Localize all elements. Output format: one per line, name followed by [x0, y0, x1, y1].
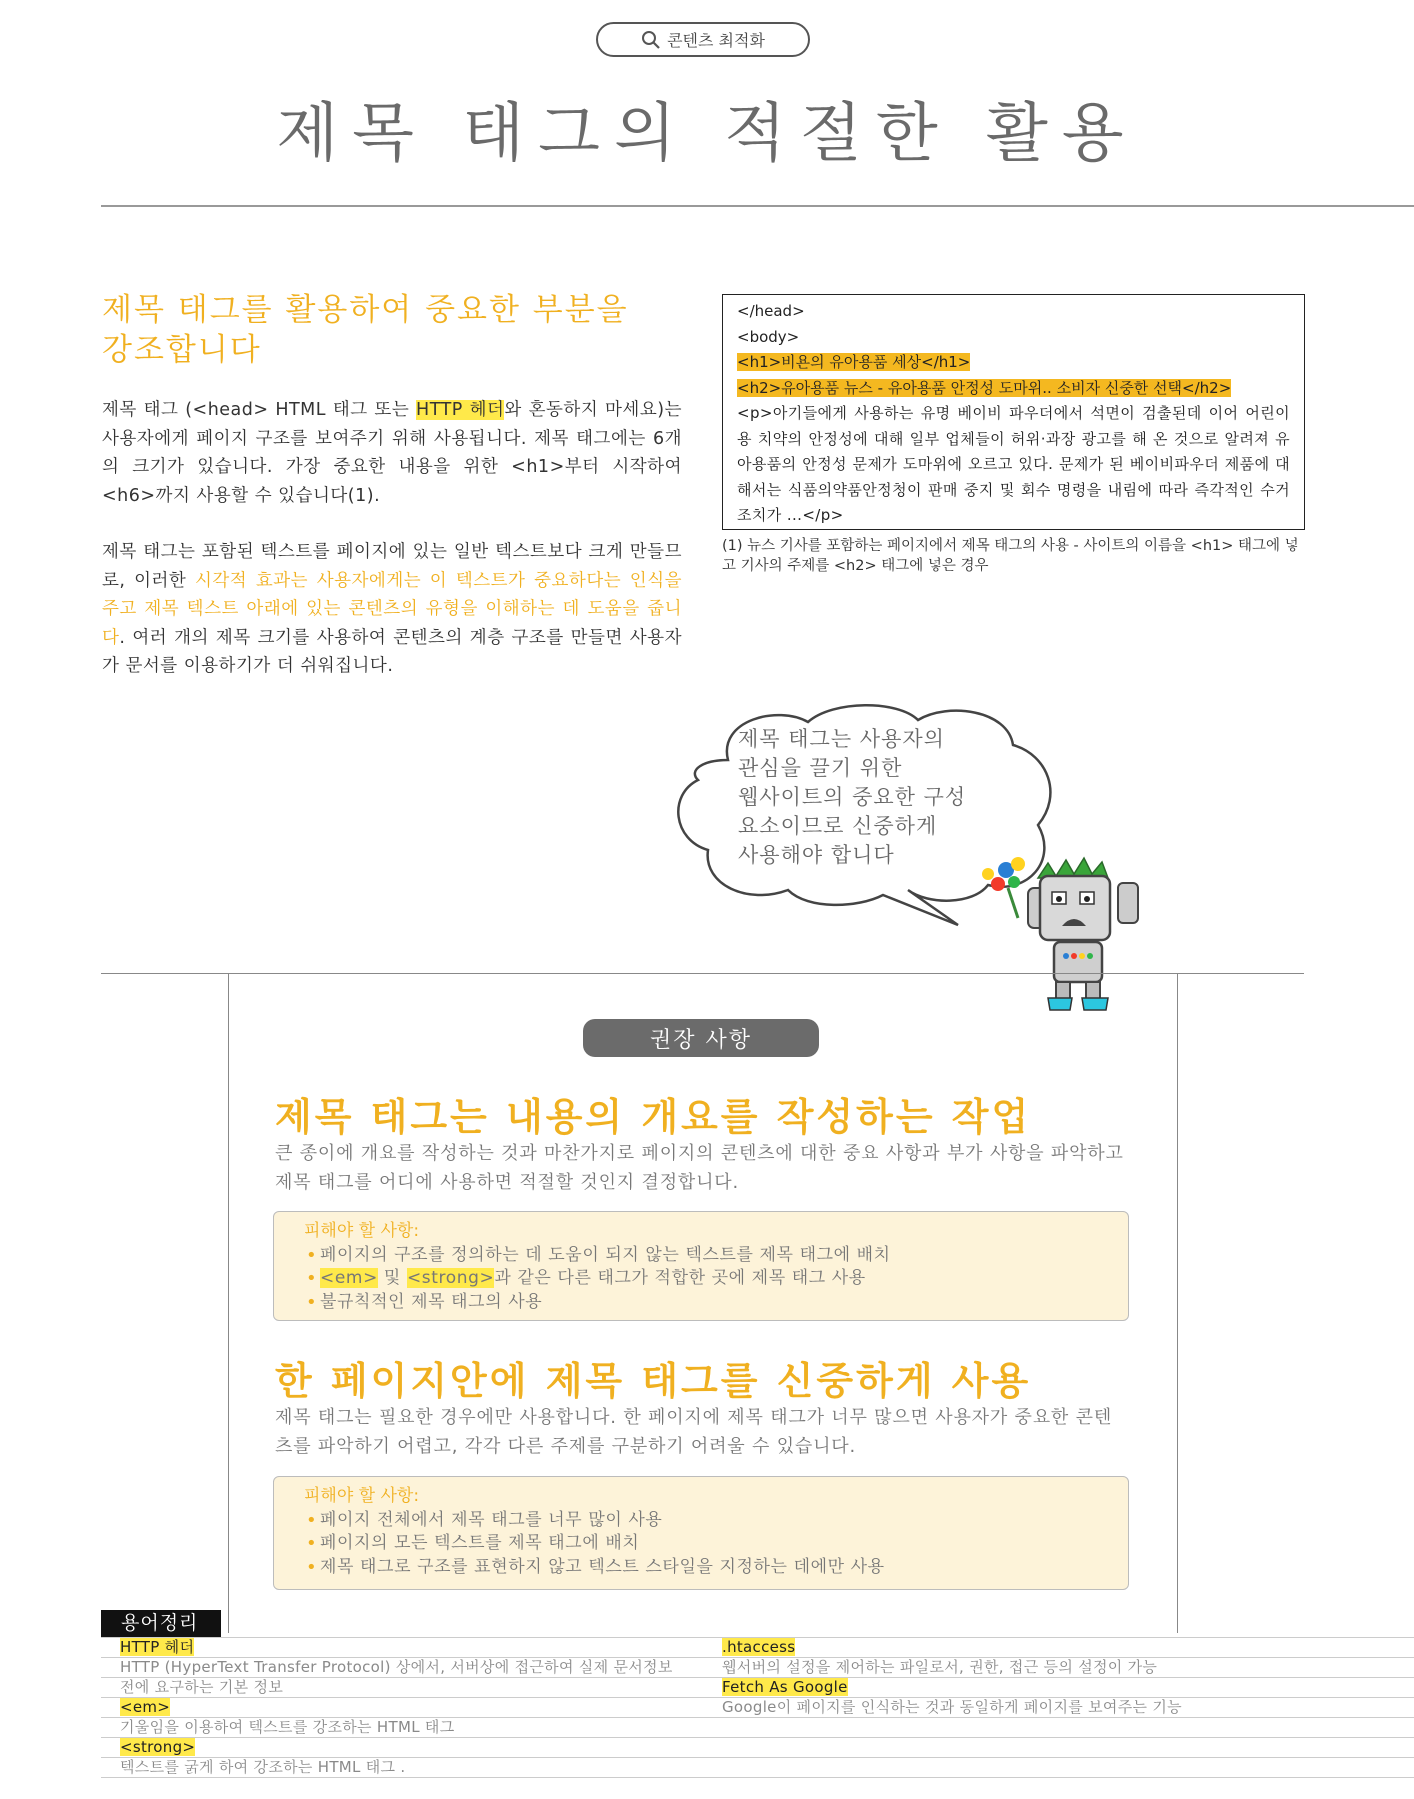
- avoid-box: [273, 1211, 1129, 1321]
- glossary-term: [722, 1637, 795, 1657]
- search-icon: [641, 30, 661, 50]
- glossary-definition: 전에 요구하는 기본 정보: [120, 1678, 284, 1696]
- section-heading: 한 페이지안에 제목 태그를 신중하게 사용: [275, 1359, 1032, 1403]
- emphasis-text: 시각적 효과는 사용자에게는 이 텍스트가 중요하다는 인식을 주고 제목 텍스트 아래에 있는 콘텐츠의 유형을 이해하는 데 도움을 줍니다: [102, 570, 682, 648]
- list-item: • 페이지의 모든 텍스트를 제목 태그에 배치: [304, 1532, 1098, 1556]
- text: 제목 태그는 포함된 텍스트를 페이지에 있는 일반 텍스트보다 크게 만들므로, 이러한: [102, 542, 682, 591]
- lead-paragraph-2: [102, 538, 682, 681]
- bubble-line: 요소이므로 신중하게: [738, 814, 938, 838]
- glossary-definition: 기울임을 이용하여 텍스트를 강조하는 HTML 태그: [120, 1718, 455, 1736]
- lead-heading-line: 강조합니다: [102, 332, 262, 368]
- term-label: Fetch As Google: [722, 1678, 848, 1696]
- divider: [101, 1777, 1414, 1778]
- term-label: <strong>: [120, 1738, 196, 1756]
- section-heading: 제목 태그는 내용의 개요를 작성하는 작업: [275, 1095, 1032, 1139]
- glossary-term-highlight: <strong>: [406, 1268, 495, 1288]
- text: 와 혼동하지 마세요)는 사용자에게 페이지 구조를 보여주기 위해 사용됩니다. 제목 태그에는 6개의 크기가 있습니다. 가장 중요한 내용을 위한 <h1>부터 시작하여 <h6>까지 사용할 수 있습니다(1).: [102, 400, 682, 506]
- list-item: • 불규칙적인 제목 태그의 사용: [304, 1291, 1098, 1315]
- figure-caption: (1) 뉴스 기사를 포함하는 페이지에서 제목 태그의 사용 - 사이트의 이름을 <h1> 태그에 넣고 기사의 주제를 <h2> 태그에 넣은 경우: [722, 538, 1299, 574]
- term-label: .htaccess: [722, 1638, 796, 1656]
- code-line-h1: <h1>비욘의 유아용품 세상</h1>: [737, 353, 971, 371]
- lead-paragraph-1: [102, 396, 682, 510]
- glossary-term-highlight: <em>: [320, 1268, 378, 1288]
- bubble-line: 웹사이트의 중요한 구성: [738, 785, 967, 809]
- list-item: • 페이지의 구조를 정의하는 데 도움이 되지 않는 텍스트를 제목 태그에 배치: [304, 1244, 1098, 1268]
- category-label: 콘텐츠 최적화: [667, 31, 765, 50]
- recommendation-badge: 권장 사항: [583, 1019, 819, 1057]
- bubble-line: 관심을 끌기 위한: [738, 756, 903, 780]
- glossary-term: [722, 1677, 848, 1697]
- glossary-term: [120, 1637, 194, 1657]
- glossary-definition: 텍스트를 굵게 하여 강조하는 HTML 태그 .: [120, 1758, 406, 1776]
- divider: [101, 205, 1414, 207]
- avoid-title: 피해야 할 사항:: [304, 1486, 420, 1506]
- term-label: <em>: [120, 1698, 171, 1716]
- lead-heading-line: 제목 태그를 활용하여 중요한 부분을: [102, 292, 629, 328]
- lead-heading: [102, 290, 702, 370]
- list-item: • 페이지 전체에서 제목 태그를 너무 많이 사용: [304, 1509, 1098, 1533]
- avoid-list: [304, 1509, 1098, 1580]
- glossary-term: [120, 1737, 195, 1757]
- avoid-title: 피해야 할 사항:: [304, 1221, 420, 1241]
- section-text: 큰 종이에 개요를 작성하는 것과 마찬가지로 페이지의 콘텐츠에 대한 중요 사항과 부가 사항을 파악하고 제목 태그를 어디에 사용하면 적절할 것인지 결정합니다.: [275, 1143, 1124, 1193]
- glossary-term-highlight: HTTP 헤더: [416, 400, 505, 420]
- code-line: <body>: [737, 327, 800, 346]
- term-label: HTTP 헤더: [120, 1638, 195, 1656]
- bubble-line: 사용해야 합니다: [738, 843, 895, 867]
- glossary-definition: HTTP (HyperText Transfer Protocol) 상에서, 서버상에 접근하여 실제 문서정보: [120, 1658, 673, 1676]
- divider: [101, 1737, 1414, 1738]
- text: 및: [377, 1268, 407, 1288]
- code-body: <p>아기들에게 사용하는 유명 베이비 파우더에서 석면이 검출된데 이어 어린이용 치약의 안정성에 대해 일부 업체들이 허위·과장 광고를 해 온 것으로 알려져 유아용품의 안정성 문제가 도마위에 오르고 있다. 문제가 된 베이비파우더 제품에 대해서는 식품의약품안정청이 판매 중지 및 회수 명령을 내림에 따라 즉각적인 수거 조치가 ...</p>: [737, 404, 1290, 524]
- text: 제목 태그 (<head> HTML 태그 또는: [102, 400, 417, 420]
- code-line: </head>: [737, 302, 805, 320]
- category-pill: [596, 22, 810, 57]
- code-line-h2: <h2>유아용품 뉴스 - 유아용품 안정성 도마위.. 소비자 신중한 선택</h2>: [737, 378, 1232, 397]
- text: . 여러 개의 제목 크기를 사용하여 콘텐츠의 계층 구조를 만들면 사용자가 문서를 이용하기가 더 쉬워집니다.: [102, 627, 682, 676]
- page-title: 제목 태그의 적절한 활용: [276, 97, 1138, 171]
- list-item: [304, 1267, 1098, 1291]
- glossary-label: 용어정리: [101, 1610, 221, 1637]
- text: 과 같은 다른 태그가 적합한 곳에 제목 태그 사용: [494, 1268, 866, 1288]
- section-text: 제목 태그는 필요한 경우에만 사용합니다. 한 페이지에 제목 태그가 너무 많으면 사용자가 중요한 콘텐츠를 파악하기 어렵고, 각각 다른 주제를 구분하기 어려울 수 있습니다.: [275, 1407, 1113, 1457]
- avoid-box: [273, 1476, 1129, 1590]
- code-example: [722, 294, 1305, 530]
- glossary-definition: Google이 페이지를 인식하는 것과 동일하게 페이지를 보여주는 기능: [722, 1698, 1182, 1716]
- glossary-term: [120, 1697, 170, 1717]
- glossary-definition: 웹서버의 설정을 제어하는 파일로서, 권한, 접근 등의 설정이 가능: [722, 1658, 1158, 1676]
- avoid-list: [304, 1244, 1098, 1315]
- bubble-line: 제목 태그는 사용자의: [738, 727, 945, 751]
- list-item: • 제목 태그로 구조를 표현하지 않고 텍스트 스타일을 지정하는 데에만 사용: [304, 1556, 1098, 1580]
